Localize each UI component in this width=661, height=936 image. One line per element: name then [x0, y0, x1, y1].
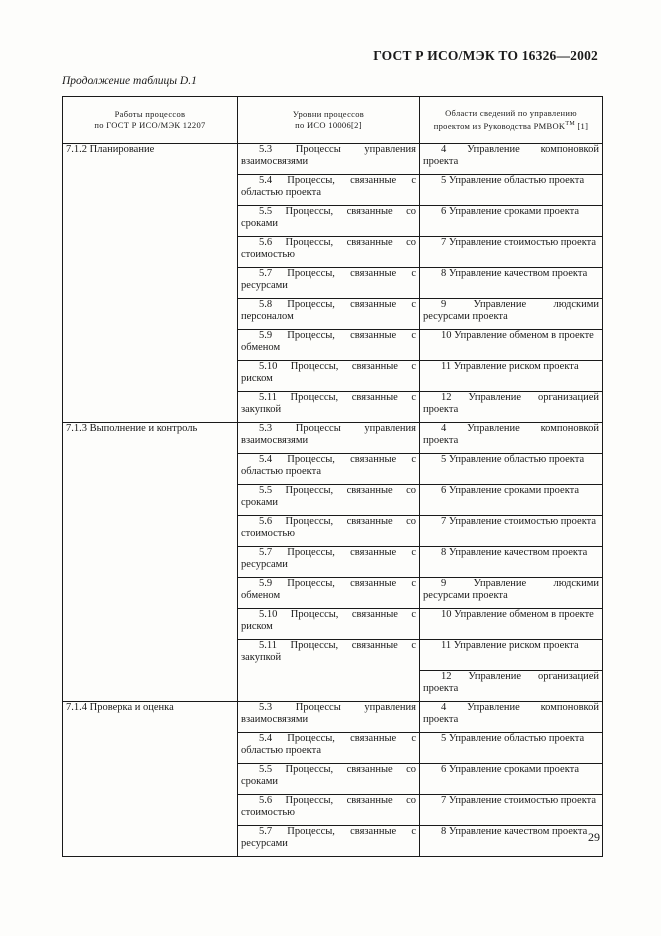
process-level-cell: 5.5 Процессы, связанные со сроками [238, 764, 420, 795]
process-level-cell: 5.3 Процессы управления взаимосвязями [238, 423, 420, 454]
process-level-cell: 5.7 Процессы, связанные с ресурсами [238, 547, 420, 578]
knowledge-area-cell: 7 Управление стоимостью проекта [420, 795, 603, 826]
knowledge-area-cell: 5 Управление областью проекта [420, 733, 603, 764]
knowledge-area-cell: 11 Управление риском проекта [420, 640, 603, 671]
knowledge-area-cell: 4 Управление компоновкой проекта [420, 423, 603, 454]
knowledge-area-cell: 10 Управление обменом в проекте [420, 330, 603, 361]
table-row [63, 144, 603, 175]
knowledge-area-cell: 6 Управление сроками проекта [420, 764, 603, 795]
process-level-cell: 5.6 Процессы, связанные со стоимостью [238, 516, 420, 547]
knowledge-area-cell: 9 Управление людскими ресурсами проекта [420, 299, 603, 330]
knowledge-area-cell: 7 Управление стоимостью проекта [420, 237, 603, 268]
column-header-areas [420, 97, 603, 144]
table-caption: Продолжение таблицы D.1 [62, 75, 197, 87]
knowledge-area-cell: 12 Управление организацией проекта [420, 392, 603, 423]
col2-line1: Уровни процессов [292, 109, 365, 119]
trademark-superscript: TM [565, 121, 575, 127]
process-level-cell: 5.4 Процессы, связанные с областью проекта [238, 175, 420, 206]
col3-line2a: проектом из Руководства PMBOK [433, 121, 566, 131]
knowledge-area-cell: 11 Управление риском проекта [420, 361, 603, 392]
col1-line2: по ГОСТ Р ИСО/МЭК 12207 [94, 120, 206, 130]
column-header-work [63, 97, 238, 144]
document-title: ГОСТ Р ИСО/МЭК ТО 16326—2002 [373, 48, 598, 63]
col3-line2b: [1] [574, 121, 589, 131]
process-level-cell: 5.7 Процессы, связанные с ресурсами [238, 826, 420, 857]
knowledge-area-cell: 12 Управление организацией проекта [420, 671, 603, 702]
process-level-cell: 5.4 Процессы, связанные с областью проекта [238, 733, 420, 764]
column-header-levels [238, 97, 420, 144]
knowledge-area-cell: 8 Управление качеством проекта [420, 268, 603, 299]
process-level-cell: 5.8 Процессы, связанные с персоналом [238, 299, 420, 330]
knowledge-area-cell: 6 Управление сроками проекта [420, 206, 603, 237]
process-level-cell: 5.11 Процессы, связанные с закупкой [238, 392, 420, 423]
process-level-cell: 5.5 Процессы, связанные со сроками [238, 206, 420, 237]
process-level-cell: 5.9 Процессы, связанные с обменом [238, 578, 420, 609]
process-level-cell: 5.11 Процессы, связанные с закупкой [238, 640, 420, 671]
process-table [62, 96, 603, 857]
page-number: 29 [588, 830, 600, 844]
knowledge-area-cell: 6 Управление сроками проекта [420, 485, 603, 516]
knowledge-area-cell: 8 Управление качеством проекта [420, 826, 603, 857]
process-level-cell: 5.10 Процессы, связанные с риском [238, 361, 420, 392]
knowledge-area-cell: 10 Управление обменом в проекте [420, 609, 603, 640]
process-level-cell [238, 671, 420, 702]
process-level-cell: 5.9 Процессы, связанные с обменом [238, 330, 420, 361]
process-level-cell: 5.5 Процессы, связанные со сроками [238, 485, 420, 516]
col3-line1: Области сведений по управлению [445, 108, 577, 118]
process-level-cell: 5.3 Процессы управления взаимосвязями [238, 144, 420, 175]
process-work-cell: 7.1.2 Планирование [63, 144, 238, 423]
col1-line1: Работы процессов [114, 109, 186, 119]
header-row [63, 97, 603, 144]
knowledge-area-cell: 8 Управление качеством проекта [420, 547, 603, 578]
knowledge-area-cell: 9 Управление людскими ресурсами проекта [420, 578, 603, 609]
table-row [63, 423, 603, 454]
process-level-cell: 5.7 Процессы, связанные с ресурсами [238, 268, 420, 299]
table-row [63, 702, 603, 733]
knowledge-area-cell: 5 Управление областью проекта [420, 175, 603, 206]
process-level-cell: 5.6 Процессы, связанные со стоимостью [238, 237, 420, 268]
col2-line2: по ИСО 10006[2] [295, 120, 362, 130]
process-level-cell: 5.6 Процессы, связанные со стоимостью [238, 795, 420, 826]
knowledge-area-cell: 7 Управление стоимостью проекта [420, 516, 603, 547]
process-level-cell: 5.4 Процессы, связанные с областью проекта [238, 454, 420, 485]
process-work-cell: 7.1.4 Проверка и оценка [63, 702, 238, 857]
process-level-cell: 5.3 Процессы управления взаимосвязями [238, 702, 420, 733]
knowledge-area-cell: 4 Управление компоновкой проекта [420, 144, 603, 175]
knowledge-area-cell: 5 Управление областью проекта [420, 454, 603, 485]
process-level-cell: 5.10 Процессы, связанные с риском [238, 609, 420, 640]
process-work-cell: 7.1.3 Выполнение и контроль [63, 423, 238, 702]
knowledge-area-cell: 4 Управление компоновкой проекта [420, 702, 603, 733]
